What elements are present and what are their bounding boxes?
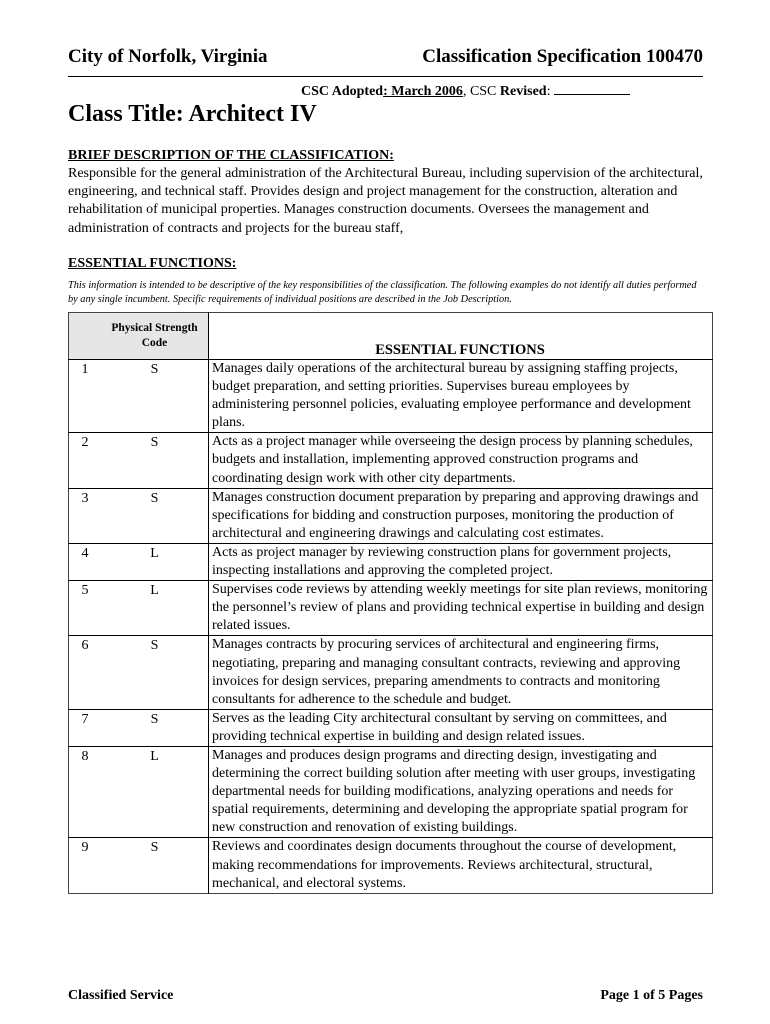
row-function-text: Manages and produces design programs and directing design, investigating and determining the correct building solution after meeting with user groups, investigating departmental needs for building modifications, analyzing operations and needs for spatial requirements, determining and developing the appropriate spatial program for new construction and renovation of existing buildings. <box>209 746 713 837</box>
csc-revised-label: Revised <box>499 84 547 99</box>
strength-code-column-header: Physical Strength Code <box>101 313 209 360</box>
document-page <box>68 0 708 1024</box>
footer-page-number: Page 1 of 5 Pages <box>600 988 703 1003</box>
csc-adopted-label: CSC Adopted <box>301 84 384 99</box>
row-function-text: Manages construction document preparation by preparing and approving drawings and specifications for bidding and construction purposes, monitoring the production of architectural and engineering drawings and calculating cost estimates. <box>209 488 713 543</box>
brief-description-text: Responsible for the general administration of the Architectural Bureau, including supervision of the architectural, engineering, and technical staff. Provides design and project management for the construction, alteration and rehabilitation of municipal properties. Manages construction documents. Oversees the management and administration of contracts and projects for the bureau staff, <box>68 166 703 236</box>
table-row <box>69 488 713 543</box>
row-strength-code: S <box>150 711 159 727</box>
row-strength-code: L <box>150 545 159 561</box>
row-function-text: Reviews and coordinates design documents throughout the course of development, making recommendations for improvements. Reviews architectural, structural, mechanical, and electoral systems. <box>209 838 713 893</box>
row-number: 8 <box>81 748 89 764</box>
row-number: 1 <box>81 362 89 377</box>
row-strength-code: L <box>150 748 159 764</box>
table-row <box>69 433 713 488</box>
table-row <box>69 360 713 433</box>
row-strength-code: S <box>150 840 159 856</box>
brief-description-heading: BRIEF DESCRIPTION OF THE CLASSIFICATION: <box>68 148 394 163</box>
table-row <box>69 636 713 709</box>
row-number: 2 <box>81 435 89 451</box>
row-function-text: Supervises code reviews by attending weekly meetings for site plan reviews, monitoring the personnel’s review of plans and providing technical expertise in building and design related issues. <box>209 581 713 636</box>
row-strength-code: S <box>150 490 159 506</box>
table-row <box>69 709 713 746</box>
row-function-text: Serves as the leading City architectural consultant by serving on committees, and providing technical expertise in building and design related issues. <box>209 709 713 746</box>
row-number: 4 <box>81 545 89 561</box>
csc-revised-colon: : <box>546 84 554 99</box>
header-rule <box>68 76 703 77</box>
table-row <box>69 543 713 580</box>
essential-functions-table <box>68 312 713 894</box>
class-title: Class Title: Architect IV <box>68 101 317 127</box>
row-function-text: Manages contracts by procuring services of architectural and engineering firms, negotiating, preparing and managing consultant contracts, reviewing and approving invoices for design services, preparing amendments to contracts and monitoring consultants for adherence to the schedule and budget. <box>209 636 713 709</box>
organization-name: City of Norfolk, Virginia <box>68 46 268 67</box>
row-number: 9 <box>81 840 89 856</box>
row-number: 7 <box>81 711 89 727</box>
row-strength-code: L <box>150 583 159 599</box>
row-strength-code: S <box>150 435 159 451</box>
essential-functions-heading: ESSENTIAL FUNCTIONS: <box>68 256 237 271</box>
csc-separator: , CSC <box>462 84 500 99</box>
number-column-header <box>69 313 102 360</box>
csc-revised-blank <box>554 82 630 95</box>
row-function-text: Manages daily operations of the architectural bureau by assigning staffing projects, budget preparation, and setting priorities. Supervises bureau employees by administering personnel policies, evaluating employee performance and development plans. <box>209 360 713 433</box>
table-row <box>69 838 713 893</box>
row-number: 3 <box>81 490 89 506</box>
csc-dates <box>301 82 630 100</box>
row-function-text: Acts as a project manager while overseeing the design process by planning schedules, budgets and installation, implementing approved construction programs and coordinating design work with other city departments. <box>209 433 713 488</box>
row-strength-code: S <box>150 638 159 654</box>
specification-number: Classification Specification 100470 <box>422 46 703 67</box>
table-row <box>69 746 713 837</box>
footer-classified-service: Classified Service <box>68 988 174 1003</box>
page-header <box>68 46 703 74</box>
row-strength-code: S <box>150 362 159 377</box>
row-function-text: Acts as project manager by reviewing construction plans for government projects, inspecting installations and approving the completed project. <box>209 543 713 580</box>
table-row <box>69 581 713 636</box>
functions-column-header: ESSENTIAL FUNCTIONS <box>209 313 713 360</box>
table-header-row <box>69 313 713 360</box>
row-number: 6 <box>81 638 89 654</box>
csc-adopted-date: : March 2006 <box>383 84 463 99</box>
essential-functions-note: This information is intended to be descriptive of the key responsibilities of the classification. The following examples do not identify all duties performed by any single incumbent. Specific requirements of individual positions are described in the Job Description. <box>68 280 697 305</box>
row-number: 5 <box>81 583 89 599</box>
